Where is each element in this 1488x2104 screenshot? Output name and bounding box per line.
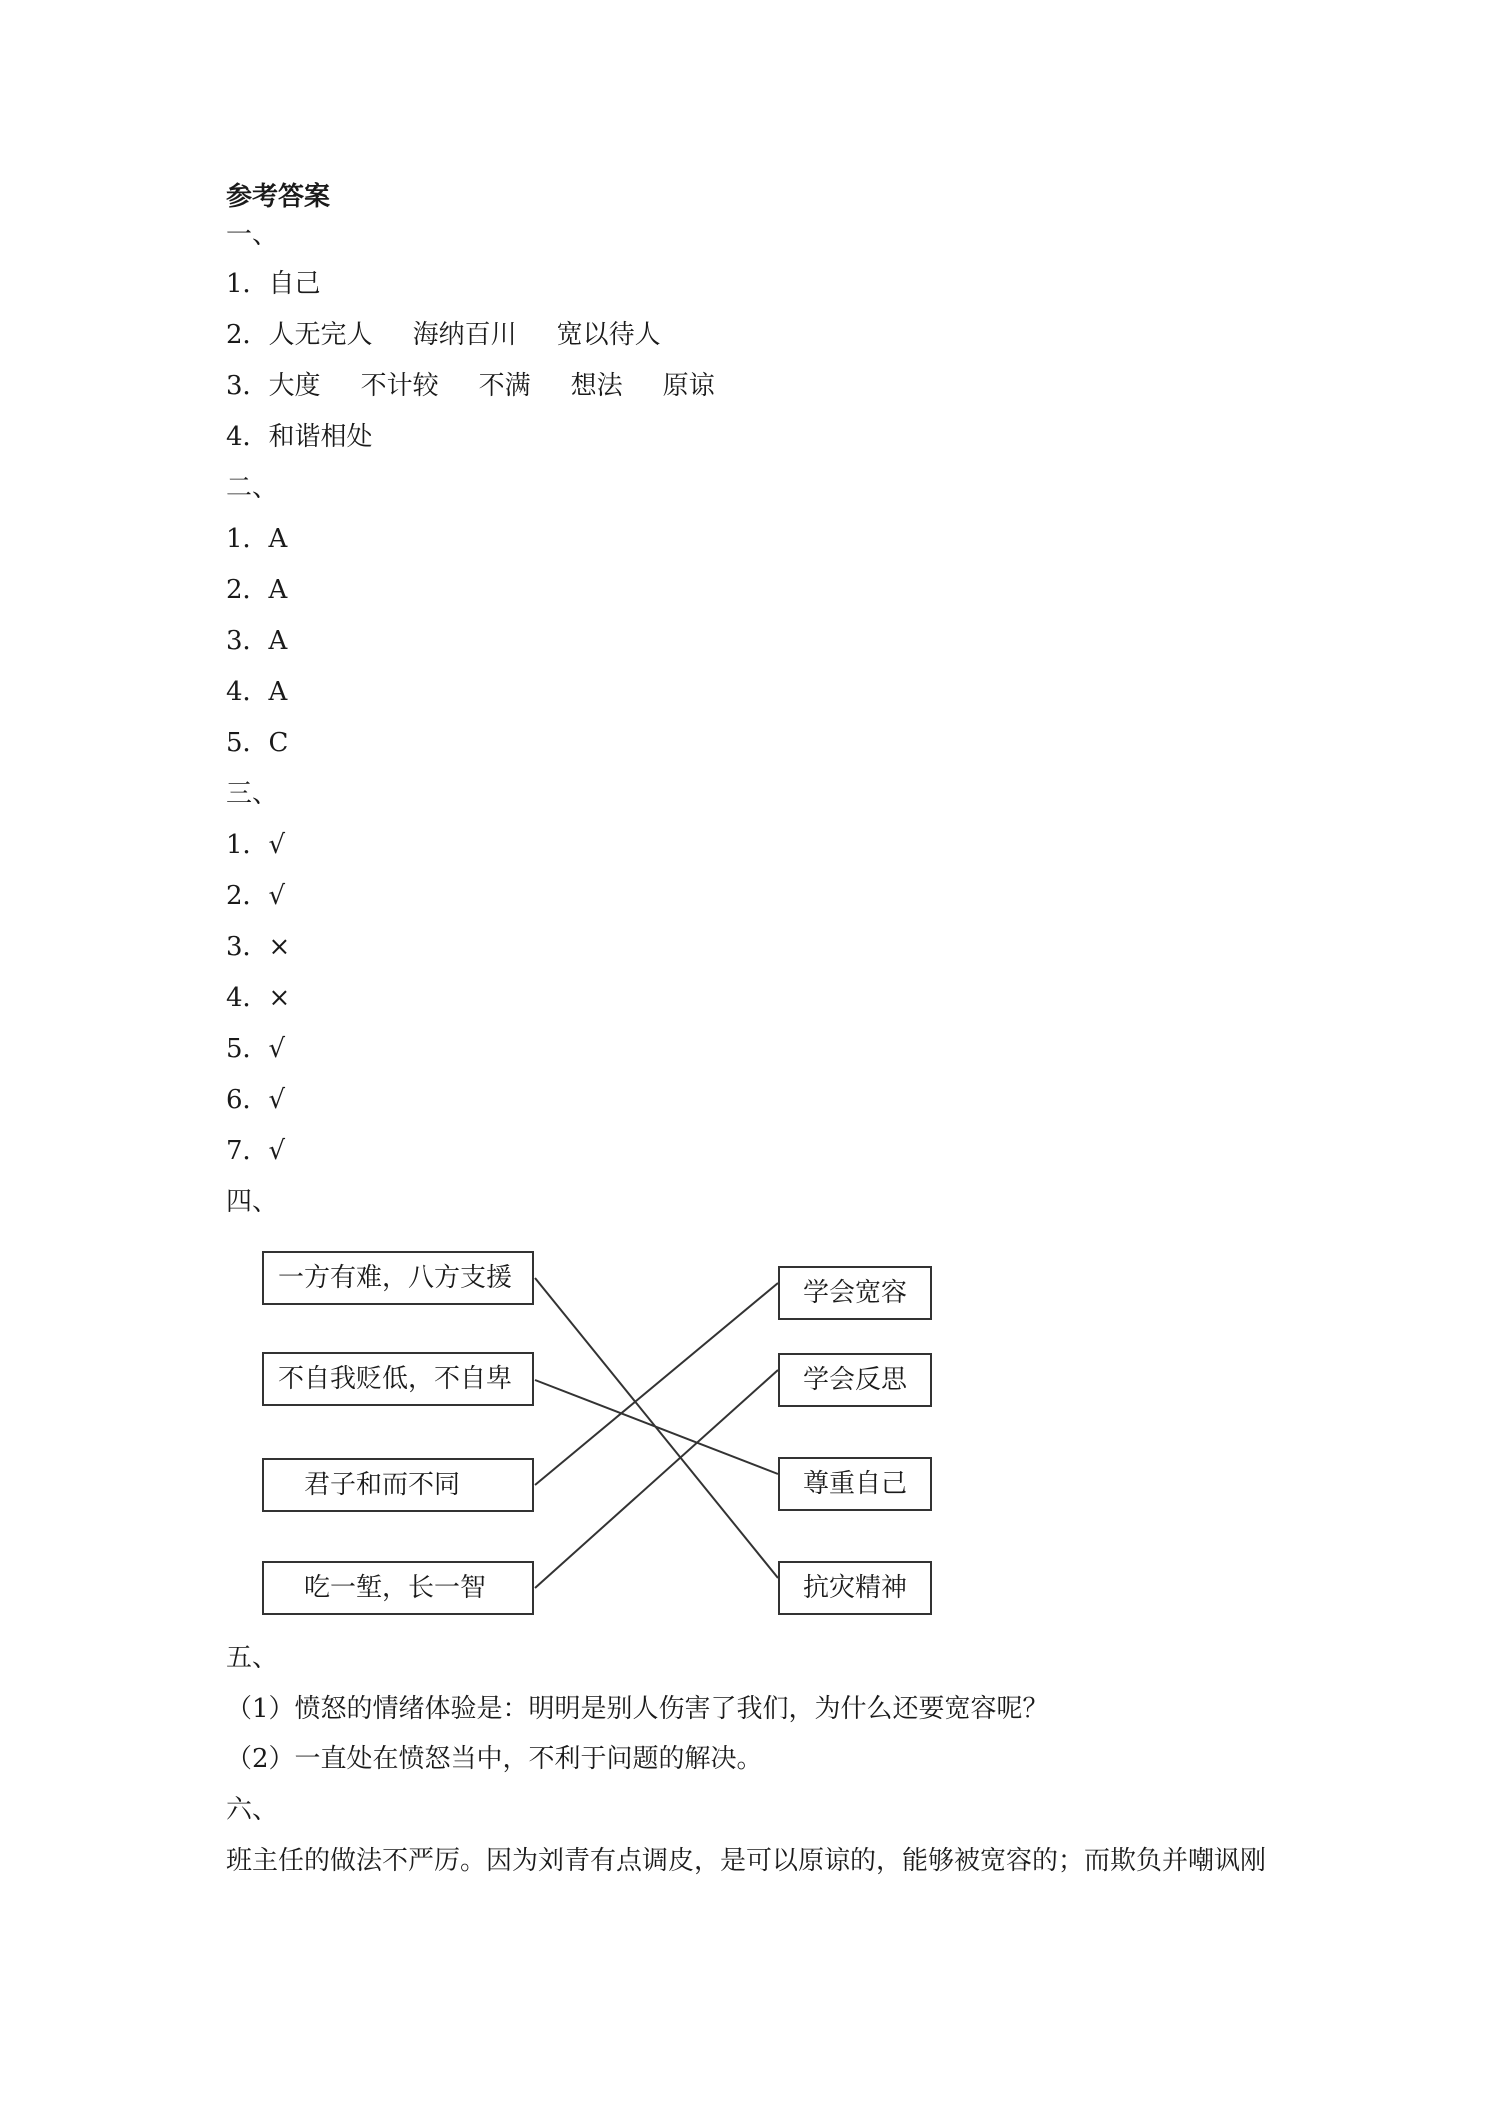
- match-left-label: 君子和而不同: [304, 1470, 461, 1500]
- page-title: 参考答案: [226, 182, 331, 212]
- match-right-item: [778, 1561, 932, 1615]
- answer-text: 宽以待人: [556, 320, 661, 350]
- answer-text: A: [268, 575, 288, 605]
- match-right-item: [778, 1353, 932, 1407]
- item-number: 1．: [226, 524, 269, 554]
- section-6-text: 班主任的做法不严厉。因为刘青有点调皮，是可以原谅的，能够被宽容的；而欺负并嘲讽刚: [226, 1846, 1267, 1876]
- section-5-item: （1）愤怒的情绪体验是：明明是别人伤害了我们，为什么还要宽容呢？: [226, 1694, 1049, 1724]
- answer-text: 人无完人: [268, 320, 373, 350]
- item-number: 7．: [226, 1136, 269, 1166]
- item-number: 2．: [226, 881, 269, 911]
- section-5-heading: 五、: [226, 1643, 279, 1673]
- answer-text: √: [268, 1034, 286, 1064]
- section-1-heading: 一、: [226, 220, 279, 250]
- item-number: 3．: [226, 932, 269, 962]
- section-4-heading: 四、: [226, 1187, 279, 1217]
- section-6-heading: 六、: [226, 1795, 279, 1825]
- answer-text: A: [268, 626, 288, 656]
- match-left-item: [262, 1561, 534, 1615]
- match-right-item: [778, 1457, 932, 1511]
- answer-text: 海纳百川: [412, 320, 517, 350]
- item-number: 2．: [226, 320, 269, 350]
- match-line: [535, 1370, 778, 1588]
- match-left-item: [262, 1352, 534, 1406]
- item-number: 1．: [226, 830, 269, 860]
- match-right-label: 学会宽容: [802, 1278, 907, 1308]
- item-number: 5．: [226, 1034, 269, 1064]
- answer-text: C: [268, 728, 289, 758]
- match-right-label: 学会反思: [802, 1365, 907, 1395]
- answer-text: A: [268, 677, 288, 707]
- answer-text: 原谅: [662, 371, 715, 401]
- answer-text: ×: [268, 983, 291, 1013]
- answer-text: A: [268, 524, 288, 554]
- answer-text: 想法: [570, 371, 623, 401]
- match-right-label: 抗灾精神: [802, 1573, 907, 1603]
- answer-text: 大度: [268, 371, 321, 401]
- match-left-label: 不自我贬低，不自卑: [278, 1364, 513, 1394]
- match-line: [535, 1380, 778, 1474]
- section-2-heading: 二、: [226, 473, 279, 503]
- item-number: 6．: [226, 1085, 269, 1115]
- answer-text: ×: [268, 932, 291, 962]
- match-right-label: 尊重自己: [802, 1469, 907, 1499]
- item-number: 4．: [226, 677, 269, 707]
- answer-text: √: [268, 881, 286, 911]
- answer-text: √: [268, 1085, 286, 1115]
- answer-text: 不满: [478, 371, 531, 401]
- item-number: 3．: [226, 626, 269, 656]
- match-left-label: 一方有难，八方支援: [278, 1263, 513, 1293]
- item-number: 5．: [226, 728, 269, 758]
- item-number: 2．: [226, 575, 269, 605]
- answer-text: √: [268, 830, 286, 860]
- section-5-item: （2）一直处在愤怒当中，不利于问题的解决。: [226, 1744, 763, 1774]
- match-left-item: [262, 1251, 534, 1305]
- answer-text: 和谐相处: [268, 422, 373, 452]
- answer-text: √: [268, 1136, 286, 1166]
- item-number: 4．: [226, 422, 269, 452]
- match-left-item: [262, 1458, 534, 1512]
- match-left-label: 吃一堑，长一智: [304, 1573, 487, 1603]
- item-number: 3．: [226, 371, 269, 401]
- match-right-item: [778, 1266, 932, 1320]
- answer-text: 自己: [268, 269, 321, 299]
- answer-text: 不计较: [360, 371, 439, 401]
- item-number: 1．: [226, 269, 269, 299]
- item-number: 4．: [226, 983, 269, 1013]
- section-3-heading: 三、: [226, 779, 279, 809]
- match-line: [535, 1283, 778, 1485]
